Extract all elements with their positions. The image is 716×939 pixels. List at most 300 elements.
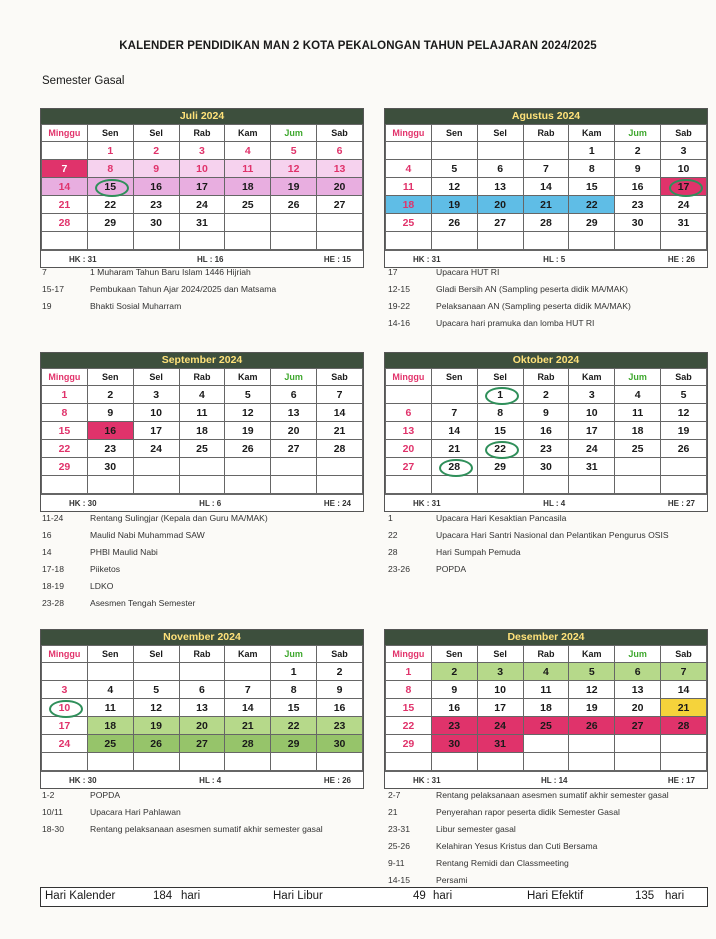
note-item [42, 804, 372, 821]
note-item [42, 821, 372, 838]
calendar-days-label: Hari Kalender [45, 890, 116, 902]
day-cell: 7 [317, 386, 363, 404]
day-cell [133, 753, 179, 771]
day-cell: 10 [661, 160, 707, 178]
day-cell: 21 [225, 717, 271, 735]
weekday-header: Minggu [386, 646, 432, 663]
day-cell: 9 [615, 160, 661, 178]
day-cell: 11 [523, 681, 569, 699]
day-cell [179, 458, 225, 476]
day-cell: 4 [615, 386, 661, 404]
day-cell [523, 735, 569, 753]
day-cell: 25 [523, 717, 569, 735]
day-cell: 25 [225, 196, 271, 214]
day-cell [431, 753, 477, 771]
day-cell [523, 232, 569, 250]
day-cell: 5 [431, 160, 477, 178]
day-cell: 19 [133, 717, 179, 735]
week-row [386, 458, 707, 476]
note-text: LDKO [90, 581, 114, 591]
note-text: Libur semester gasal [436, 824, 516, 834]
day-cell [615, 735, 661, 753]
day-cell: 16 [615, 178, 661, 196]
day-cell: 11 [225, 160, 271, 178]
week-row [386, 178, 707, 196]
day-cell: 27 [477, 214, 523, 232]
day-cell: 25 [615, 440, 661, 458]
week-row [386, 681, 707, 699]
day-cell [523, 753, 569, 771]
day-cell: 12 [569, 681, 615, 699]
day-cell: 23 [317, 717, 363, 735]
day-cell: 9 [523, 404, 569, 422]
week-row [386, 422, 707, 440]
summary-hk: HK : 30 [69, 498, 97, 508]
note-text: Rentang pelaksanaan asesmen sumatif akhir semester gasal [436, 790, 669, 800]
day-cell: 27 [386, 458, 432, 476]
day-cell: 20 [271, 422, 317, 440]
weekday-header: Rab [179, 646, 225, 663]
day-cell: 17 [42, 717, 88, 735]
note-date: 23-31 [388, 824, 410, 834]
weekday-header: Jum [271, 369, 317, 386]
note-item [42, 510, 372, 527]
day-cell: 7 [661, 663, 707, 681]
month-title: November 2024 [41, 630, 363, 645]
summary-footer [40, 887, 708, 907]
day-cell: 5 [271, 142, 317, 160]
day-cell: 12 [431, 178, 477, 196]
day-cell: 28 [661, 717, 707, 735]
weekday-header: Sab [661, 125, 707, 142]
day-cell: 8 [386, 681, 432, 699]
day-cell: 25 [179, 440, 225, 458]
day-cell [661, 753, 707, 771]
weekday-header: Sel [477, 125, 523, 142]
week-row [386, 717, 707, 735]
day-cell: 13 [271, 404, 317, 422]
notes-august [388, 264, 716, 332]
calendar-grid [41, 368, 363, 494]
month-title: Agustus 2024 [385, 109, 707, 124]
day-cell [477, 753, 523, 771]
day-cell [271, 214, 317, 232]
calendar-december [384, 629, 708, 789]
weekday-header: Sel [477, 369, 523, 386]
week-row [42, 160, 363, 178]
day-cell [386, 753, 432, 771]
holiday-days-label: Hari Libur [273, 890, 323, 902]
day-cell: 6 [271, 386, 317, 404]
effective-days-label: Hari Efektif [527, 890, 584, 902]
summary-hl: HL : 16 [196, 254, 224, 264]
weekday-header: Kam [569, 369, 615, 386]
week-row [42, 476, 363, 494]
day-cell: 12 [271, 160, 317, 178]
weekday-header: Kam [225, 125, 271, 142]
note-date: 23-28 [42, 598, 64, 608]
day-cell [431, 476, 477, 494]
day-cell [225, 232, 271, 250]
day-cell [133, 663, 179, 681]
weekday-header: Minggu [42, 125, 88, 142]
day-cell: 2 [133, 142, 179, 160]
note-text: Upacara HUT RI [436, 267, 500, 277]
effective-days-unit: hari [665, 890, 685, 902]
day-cell: 13 [615, 681, 661, 699]
weekday-header: Sen [431, 125, 477, 142]
day-cell: 6 [179, 681, 225, 699]
weekday-header: Sel [133, 646, 179, 663]
note-text: Rentang Sulingjar (Kepala dan Guru MA/MAK) [90, 513, 268, 523]
day-cell [317, 458, 363, 476]
summary-hk: HK : 31 [413, 775, 441, 785]
day-cell: 15 [477, 422, 523, 440]
day-cell [42, 232, 88, 250]
day-cell: 19 [271, 178, 317, 196]
week-row [386, 663, 707, 681]
note-text: Upacara Hari Pahlawan [90, 807, 181, 817]
day-cell: 1 [271, 663, 317, 681]
weekday-header: Sab [661, 646, 707, 663]
day-cell: 17 [569, 422, 615, 440]
note-date: 18-19 [42, 581, 64, 591]
month-title: Oktober 2024 [385, 353, 707, 368]
day-cell [225, 214, 271, 232]
note-text: Upacara Hari Santri Nasional dan Pelantikan Pengurus OSIS [436, 530, 669, 540]
day-cell [615, 476, 661, 494]
week-row [42, 458, 363, 476]
day-cell: 26 [431, 214, 477, 232]
holiday-days-value: 49 [413, 890, 426, 902]
weekday-header: Sel [133, 125, 179, 142]
day-cell: 3 [179, 142, 225, 160]
weekday-header: Minggu [386, 125, 432, 142]
note-item [388, 264, 716, 281]
weekday-header: Sen [87, 369, 133, 386]
summary-hl: HL : 4 [199, 775, 222, 785]
weekday-header: Rab [523, 369, 569, 386]
summary-he: HE : 27 [667, 498, 695, 508]
day-cell: 21 [42, 196, 88, 214]
day-cell: 13 [179, 699, 225, 717]
day-cell: 29 [87, 214, 133, 232]
week-row [42, 735, 363, 753]
day-cell [386, 232, 432, 250]
day-cell: 23 [615, 196, 661, 214]
note-date: 11-24 [42, 513, 64, 523]
summary-he: HE : 17 [667, 775, 695, 785]
note-date: 2-7 [388, 790, 401, 800]
day-cell: 24 [42, 735, 88, 753]
note-date: 25-26 [388, 841, 410, 851]
day-cell [523, 142, 569, 160]
day-cell: 17 [179, 178, 225, 196]
weekday-header: Jum [271, 125, 317, 142]
day-cell: 12 [661, 404, 707, 422]
note-date: 17-18 [42, 564, 64, 574]
day-cell [87, 476, 133, 494]
note-date: 15-17 [42, 284, 64, 294]
notes-july [42, 264, 372, 315]
day-cell: 9 [317, 681, 363, 699]
day-cell: 5 [225, 386, 271, 404]
day-cell: 28 [42, 214, 88, 232]
day-cell: 4 [87, 681, 133, 699]
week-row [386, 232, 707, 250]
day-cell: 20 [477, 196, 523, 214]
day-cell: 15 [569, 178, 615, 196]
day-cell: 28 [431, 458, 477, 476]
day-cell: 27 [179, 735, 225, 753]
day-cell [569, 232, 615, 250]
day-cell: 6 [615, 663, 661, 681]
day-cell: 14 [42, 178, 88, 196]
day-cell: 21 [431, 440, 477, 458]
day-cell: 10 [477, 681, 523, 699]
day-cell: 27 [271, 440, 317, 458]
notes-october [388, 510, 716, 578]
day-cell: 22 [386, 717, 432, 735]
day-cell [317, 753, 363, 771]
day-cell [179, 753, 225, 771]
day-cell: 2 [431, 663, 477, 681]
month-title: September 2024 [41, 353, 363, 368]
day-cell: 9 [431, 681, 477, 699]
day-cell [431, 386, 477, 404]
note-text: POPDA [436, 564, 467, 574]
day-cell: 17 [661, 178, 707, 196]
note-text: Pelaksanaan AN (Sampling peserta didik MA/MAK) [436, 301, 631, 311]
month-summary [41, 494, 363, 511]
day-cell [569, 753, 615, 771]
day-cell: 3 [661, 142, 707, 160]
day-cell: 10 [133, 404, 179, 422]
day-cell: 25 [386, 214, 432, 232]
day-cell [661, 476, 707, 494]
day-cell: 31 [477, 735, 523, 753]
note-text: Bhakti Sosial Muharram [90, 301, 182, 311]
week-row [386, 160, 707, 178]
note-text: PHBI Maulid Nabi [90, 547, 158, 557]
day-cell: 1 [42, 386, 88, 404]
day-cell: 22 [569, 196, 615, 214]
weekday-header: Kam [225, 646, 271, 663]
summary-he: HE : 15 [323, 254, 351, 264]
day-cell: 23 [133, 196, 179, 214]
day-cell [42, 476, 88, 494]
month-summary [385, 771, 707, 788]
weekday-header: Sen [431, 646, 477, 663]
note-item [42, 578, 372, 595]
day-cell: 30 [133, 214, 179, 232]
day-cell: 31 [179, 214, 225, 232]
summary-he: HE : 26 [667, 254, 695, 264]
day-cell: 26 [569, 717, 615, 735]
day-cell [87, 663, 133, 681]
day-cell: 7 [42, 160, 88, 178]
day-cell [87, 232, 133, 250]
day-cell: 27 [615, 717, 661, 735]
day-cell: 22 [87, 196, 133, 214]
summary-hl: HL : 14 [540, 775, 568, 785]
note-text: Rentang pelaksanaan asesmen sumatif akhir semester gasal [90, 824, 323, 834]
day-cell: 27 [317, 196, 363, 214]
summary-hl: HL : 4 [543, 498, 566, 508]
note-date: 9-11 [388, 858, 405, 868]
day-cell: 6 [386, 404, 432, 422]
day-cell: 19 [661, 422, 707, 440]
day-cell: 30 [87, 458, 133, 476]
day-cell: 11 [87, 699, 133, 717]
day-cell [615, 232, 661, 250]
day-cell: 23 [87, 440, 133, 458]
day-cell [431, 232, 477, 250]
day-cell: 31 [569, 458, 615, 476]
note-text: Kelahiran Yesus Kristus dan Cuti Bersama [436, 841, 598, 851]
day-cell [386, 386, 432, 404]
weekday-header: Sel [133, 369, 179, 386]
day-cell: 14 [225, 699, 271, 717]
day-cell: 6 [317, 142, 363, 160]
note-item [388, 561, 716, 578]
day-cell: 4 [179, 386, 225, 404]
note-item [42, 298, 372, 315]
day-cell [225, 476, 271, 494]
note-item [42, 264, 372, 281]
note-date: 19-22 [388, 301, 410, 311]
day-cell: 2 [615, 142, 661, 160]
day-cell [386, 476, 432, 494]
day-cell [179, 476, 225, 494]
day-cell [133, 458, 179, 476]
day-cell: 26 [133, 735, 179, 753]
day-cell: 29 [386, 735, 432, 753]
day-cell: 19 [569, 699, 615, 717]
day-cell: 28 [523, 214, 569, 232]
day-cell: 29 [569, 214, 615, 232]
day-cell [225, 458, 271, 476]
note-date: 22 [388, 530, 398, 540]
note-text: 1 Muharam Tahun Baru Islam 1446 Hijriah [90, 267, 251, 277]
day-cell [615, 753, 661, 771]
note-item [42, 544, 372, 561]
day-cell: 14 [523, 178, 569, 196]
week-row [386, 386, 707, 404]
note-item [388, 855, 716, 872]
holiday-days-unit: hari [433, 890, 453, 902]
calendar-days-value: 184 [153, 890, 173, 902]
summary-he: HE : 24 [323, 498, 351, 508]
day-cell: 31 [661, 214, 707, 232]
weekday-header: Kam [569, 125, 615, 142]
day-cell: 22 [477, 440, 523, 458]
day-cell [569, 476, 615, 494]
day-cell [271, 753, 317, 771]
day-cell: 3 [42, 681, 88, 699]
week-row [42, 196, 363, 214]
week-row [386, 753, 707, 771]
note-date: 7 [42, 267, 47, 277]
day-cell: 3 [133, 386, 179, 404]
week-row [42, 178, 363, 196]
day-cell: 20 [179, 717, 225, 735]
day-cell [271, 232, 317, 250]
day-cell: 24 [661, 196, 707, 214]
calendar-october [384, 352, 708, 512]
day-cell [87, 753, 133, 771]
weekday-header: Sen [87, 646, 133, 663]
note-date: 16 [42, 530, 52, 540]
week-row [386, 404, 707, 422]
week-row [42, 214, 363, 232]
day-cell: 29 [42, 458, 88, 476]
week-row [386, 440, 707, 458]
week-row [42, 142, 363, 160]
day-cell: 14 [661, 681, 707, 699]
day-cell: 18 [87, 717, 133, 735]
calendar-grid [385, 645, 707, 771]
day-cell [42, 142, 88, 160]
note-item [42, 561, 372, 578]
day-cell: 15 [87, 178, 133, 196]
note-item [388, 804, 716, 821]
note-item [388, 838, 716, 855]
week-row [386, 476, 707, 494]
day-cell [431, 142, 477, 160]
weekday-header: Sel [477, 646, 523, 663]
weekday-header: Sen [87, 125, 133, 142]
week-row [42, 404, 363, 422]
note-item [388, 787, 716, 804]
note-text: Pembukaan Tahun Ajar 2024/2025 dan Matsama [90, 284, 277, 294]
day-cell: 18 [523, 699, 569, 717]
day-cell: 8 [569, 160, 615, 178]
note-item [42, 787, 372, 804]
calendar-grid [385, 368, 707, 494]
calendar-grid [385, 124, 707, 250]
note-date: 12-15 [388, 284, 410, 294]
weekday-header: Sab [661, 369, 707, 386]
day-cell: 4 [225, 142, 271, 160]
calendar-july [40, 108, 364, 268]
day-cell: 23 [523, 440, 569, 458]
day-cell: 20 [317, 178, 363, 196]
note-text: Asesmen Tengah Semester [90, 598, 196, 608]
day-cell: 22 [271, 717, 317, 735]
note-date: 19 [42, 301, 52, 311]
day-cell: 30 [431, 735, 477, 753]
summary-hk: HK : 31 [413, 498, 441, 508]
note-text: Upacara Hari Kesaktian Pancasila [436, 513, 567, 523]
day-cell: 2 [317, 663, 363, 681]
calendar-november [40, 629, 364, 789]
note-item [42, 595, 372, 612]
day-cell: 7 [523, 160, 569, 178]
day-cell: 15 [271, 699, 317, 717]
day-cell: 29 [477, 458, 523, 476]
calendar-august [384, 108, 708, 268]
day-cell: 1 [569, 142, 615, 160]
note-date: 14-16 [388, 318, 410, 328]
day-cell [569, 735, 615, 753]
month-title: Juli 2024 [41, 109, 363, 124]
day-cell: 19 [431, 196, 477, 214]
day-cell: 26 [271, 196, 317, 214]
day-cell: 9 [133, 160, 179, 178]
note-text: Gladi Bersih AN (Sampling peserta didik MA/MAK) [436, 284, 628, 294]
weekday-header: Minggu [42, 646, 88, 663]
